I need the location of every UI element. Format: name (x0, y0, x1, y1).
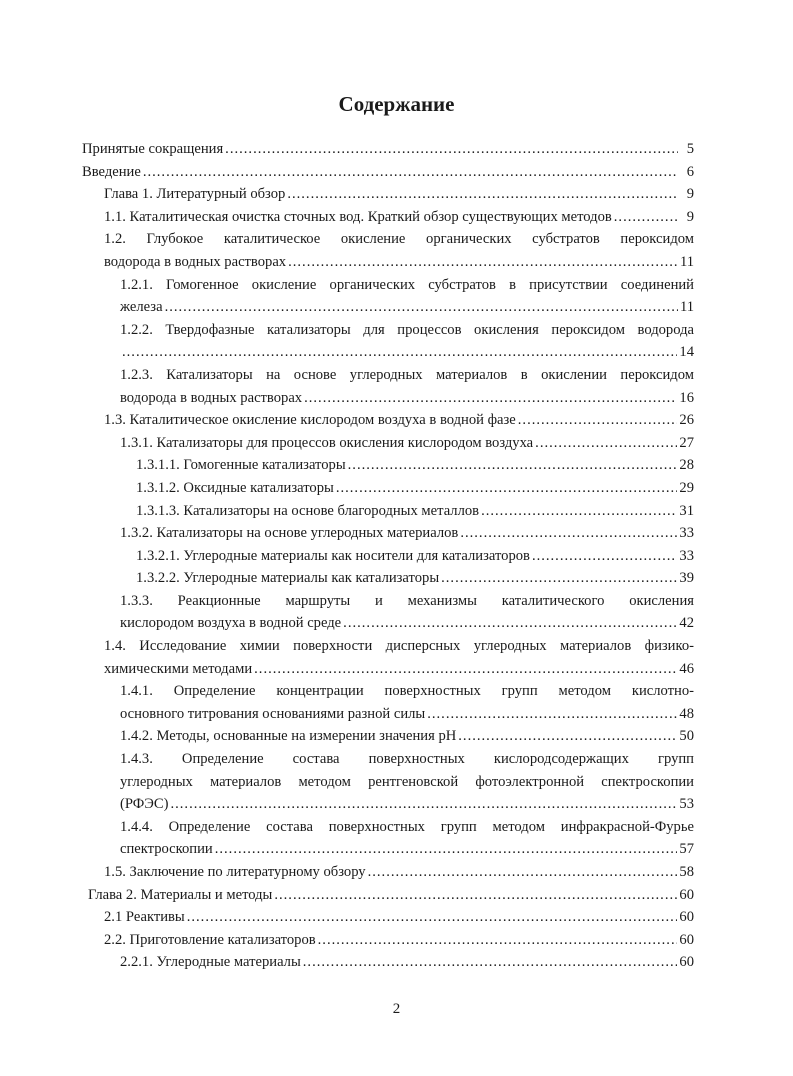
leader-dots (535, 432, 677, 455)
table-of-contents (82, 138, 694, 974)
toc-entry-text-cont: водорода в водных растворах (120, 389, 303, 406)
leader-dots (143, 161, 678, 184)
leader-dots (165, 296, 678, 319)
leader-dots (614, 206, 678, 229)
toc-entry-text-cont: углеродных материалов методом рентгеновской фотоэлектронной спектроскопии (120, 773, 694, 790)
toc-entry-page: 60 (679, 954, 694, 971)
toc-entry-text: 1.3.2.2. Углеродные материалы как катализаторы (136, 570, 440, 587)
toc-entry-page: 29 (679, 479, 694, 496)
toc-entry-text: Принятые сокращения (82, 141, 224, 157)
toc-entry-page: 31 (679, 502, 694, 519)
toc-entry (82, 816, 694, 861)
leader-dots (170, 793, 677, 816)
leader-dots (368, 861, 678, 884)
toc-entry (82, 951, 694, 974)
toc-entry (82, 477, 694, 500)
toc-entry-text: Глава 2. Материалы и методы (88, 886, 273, 903)
toc-entry-page: 60 (679, 909, 694, 926)
toc-entry (82, 906, 694, 929)
toc-entry-page: 58 (679, 864, 694, 880)
toc-entry (82, 183, 694, 206)
toc-entry-text: 1.3. Каталитическое окисление кислородом воздуха в водной фазе (104, 412, 516, 429)
toc-entry (82, 929, 694, 952)
toc-entry-text: 1.4.1. Определение концентрации поверхностных групп методом кислотно- (120, 683, 694, 700)
toc-entry-text: 1.3.1. Катализаторы для процессов окисления кислородом воздуха (120, 434, 534, 451)
toc-entry-text-cont: основного титрования основаниями разной силы (120, 705, 426, 722)
toc-entry-text: 1.3.1.1. Гомогенные катализаторы (136, 457, 346, 474)
leader-dots (187, 906, 678, 929)
toc-entry (82, 409, 694, 432)
toc-entry-page: 5 (686, 141, 694, 157)
toc-entry-text: 1.3.2. Катализаторы на основе углеродных материалов (120, 525, 459, 542)
toc-entry-page: 9 (686, 186, 694, 203)
toc-entry-page: 60 (679, 931, 694, 948)
toc-entry-page: 46 (679, 660, 694, 677)
leader-dots (343, 612, 677, 635)
leader-dots (518, 409, 678, 432)
toc-entry (82, 861, 694, 884)
leader-dots (254, 658, 677, 681)
toc-entry-text: 1.2. Глубокое каталитическое окисление органических субстратов пероксидом (104, 231, 694, 248)
toc-entry-text: Глава 1. Литературный обзор (104, 186, 286, 203)
toc-entry-text: 1.1. Каталитическая очистка сточных вод. Краткий обзор существующих методов (104, 208, 612, 225)
leader-dots (287, 183, 678, 206)
toc-entry (82, 364, 694, 409)
page-title: Содержание (338, 92, 455, 116)
leader-dots (460, 522, 677, 545)
toc-entry-text: 1.3.3. Реакционные маршруты и механизмы каталитического окисления (120, 592, 694, 609)
toc-entry-page: 53 (679, 796, 694, 813)
toc-entry-text-cont: химическими методами (104, 660, 253, 677)
leader-dots (274, 884, 677, 907)
toc-entry-text: 1.4.3. Определение состава поверхностных кислородсодержащих групп (120, 751, 694, 768)
leader-dots (458, 725, 677, 748)
toc-entry-text: 1.4. Исследование химии поверхности дисперсных углеродных материалов физико- (104, 638, 694, 655)
toc-entry (82, 725, 694, 748)
toc-entry-text-cont: водорода в водных растворах (104, 253, 287, 270)
leader-dots (215, 838, 678, 861)
toc-entry-text: 1.3.1.3. Катализаторы на основе благородных металлов (136, 502, 480, 519)
leader-dots (303, 951, 678, 974)
toc-entry (82, 884, 694, 907)
toc-entry (82, 680, 694, 725)
toc-entry-text-cont: (РФЭС) (120, 796, 169, 813)
page-number: 2 (392, 1001, 401, 1017)
leader-dots (288, 251, 678, 274)
toc-entry-page: 60 (679, 886, 694, 903)
toc-entry-text-cont: спектроскопии (120, 841, 213, 858)
leader-dots (122, 341, 677, 364)
toc-entry-page: 27 (679, 434, 694, 451)
toc-entry-text: 1.4.4. Определение состава поверхностных групп методом инфракрасной-Фурье (120, 818, 694, 835)
toc-entry-page: 9 (686, 208, 694, 225)
toc-entry (82, 206, 694, 229)
leader-dots (318, 929, 678, 952)
toc-entry (82, 567, 694, 590)
toc-entry (82, 432, 694, 455)
toc-entry-text: 1.2.2. Твердофазные катализаторы для процессов окисления пероксидом водорода (120, 321, 694, 338)
toc-entry-text: 2.2. Приготовление катализаторов (104, 931, 316, 948)
toc-entry (82, 748, 694, 816)
toc-entry-text-cont: железа (120, 299, 163, 316)
leader-dots (348, 454, 678, 477)
toc-entry (82, 319, 694, 364)
toc-entry-page: 33 (679, 547, 694, 564)
toc-entry (82, 500, 694, 523)
toc-entry-page: 16 (679, 389, 694, 406)
toc-entry-page: 48 (679, 705, 694, 722)
toc-entry-page: 33 (679, 525, 694, 542)
toc-entry-page: 42 (679, 615, 694, 632)
toc-entry-page: 11 (679, 253, 694, 270)
toc-entry-text: 2.2.1. Углеродные материалы (120, 954, 301, 971)
toc-entry (82, 454, 694, 477)
toc-entry-page: 28 (679, 457, 694, 474)
toc-entry-text: Введение (82, 163, 141, 180)
toc-entry-text: 1.5. Заключение по литературному обзору (104, 864, 366, 880)
toc-entry (82, 545, 694, 568)
toc-entry-page: 14 (679, 344, 694, 361)
leader-dots (225, 138, 678, 161)
leader-dots (427, 703, 677, 726)
toc-entry-text: 1.3.1.2. Оксидные катализаторы (136, 479, 334, 496)
toc-entry (82, 590, 694, 635)
toc-entry (82, 522, 694, 545)
toc-entry-text-cont: кислородом воздуха в водной среде (120, 615, 342, 632)
toc-entry (82, 138, 694, 161)
toc-entry-page: 50 (679, 728, 694, 745)
leader-dots (532, 545, 677, 568)
toc-entry (82, 228, 694, 273)
leader-dots (481, 500, 677, 523)
leader-dots (304, 387, 677, 410)
toc-entry-text: 1.3.2.1. Углеродные материалы как носители для катализаторов (136, 547, 530, 564)
leader-dots (336, 477, 678, 500)
toc-entry-page: 39 (679, 570, 694, 587)
toc-entry (82, 635, 694, 680)
toc-entry-text: 1.2.3. Катализаторы на основе углеродных материалов в окислении пероксидом (120, 366, 694, 383)
toc-entry-page: 57 (679, 841, 694, 858)
toc-entry-page: 6 (686, 163, 694, 180)
toc-entry-page: 26 (679, 412, 694, 429)
toc-entry (82, 274, 694, 319)
toc-entry-text: 1.4.2. Методы, основанные на измерении значения pH (120, 728, 457, 745)
toc-entry-text: 1.2.1. Гомогенное окисление органических субстратов в присутствии соединений (120, 276, 694, 293)
leader-dots (441, 567, 677, 590)
toc-entry (82, 161, 694, 184)
toc-entry-text: 2.1 Реактивы (104, 909, 185, 926)
toc-entry-page: 11 (679, 299, 694, 316)
